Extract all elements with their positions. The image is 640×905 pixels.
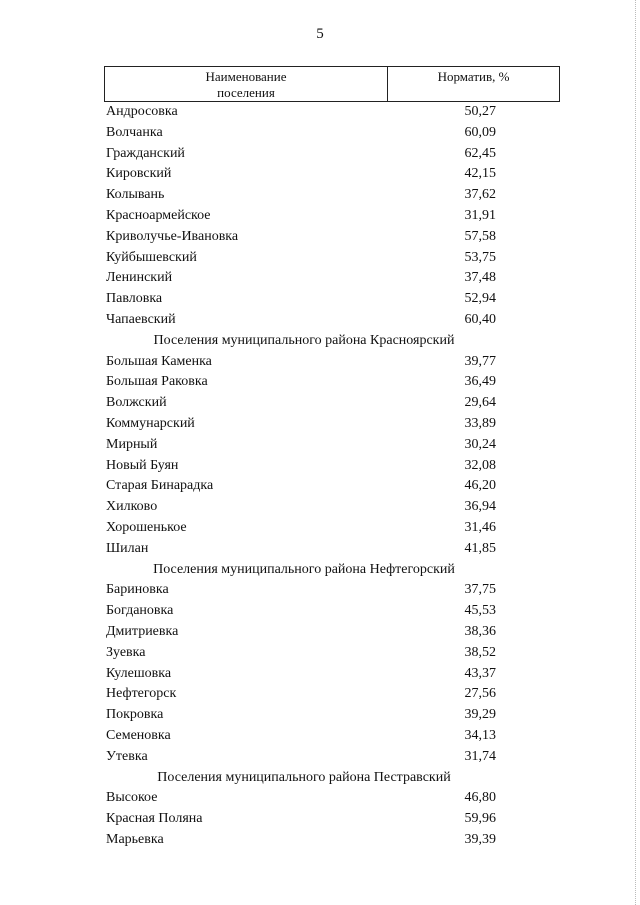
table-row — [104, 643, 560, 664]
settlement-name: Гражданский — [106, 145, 185, 161]
table-row — [104, 726, 560, 747]
settlement-name: Андросовка — [106, 104, 178, 119]
settlement-name: Большая Каменка — [106, 353, 212, 369]
normative-value: 27,56 — [464, 686, 496, 702]
normative-value: 37,75 — [464, 582, 496, 598]
settlement-name: Покровка — [106, 707, 164, 723]
settlement-name: Бариновка — [106, 582, 169, 598]
settlement-name: Красноармейское — [106, 207, 211, 223]
settlement-name: Большая Раковка — [106, 374, 208, 390]
table-row — [104, 601, 560, 622]
settlement-name: Кировский — [106, 166, 172, 182]
table-body — [104, 102, 560, 851]
table-row — [104, 185, 560, 206]
section-title: Поселения муниципального района Красноярский — [153, 332, 455, 348]
normative-value: 45,53 — [464, 603, 496, 619]
table-row — [104, 435, 560, 456]
table-row — [104, 747, 560, 768]
table-row — [104, 497, 560, 518]
normative-value: 50,27 — [464, 104, 496, 119]
header-name-line1: Наименование — [205, 69, 287, 84]
normative-value: 53,75 — [464, 249, 496, 265]
page-number: 5 — [316, 26, 324, 42]
table-row — [104, 372, 560, 393]
table-row — [104, 102, 560, 123]
table-row — [104, 456, 560, 477]
settlement-name: Богдановка — [106, 603, 174, 619]
normative-value: 57,58 — [464, 228, 496, 244]
normative-value: 39,77 — [464, 353, 496, 369]
normative-value: 42,15 — [464, 166, 496, 182]
table-row — [104, 539, 560, 560]
table-row — [104, 144, 560, 165]
table-row — [104, 705, 560, 726]
table-row — [104, 206, 560, 227]
normative-value: 34,13 — [464, 727, 496, 743]
settlement-name: Кулешовка — [106, 665, 172, 681]
normative-value: 31,46 — [464, 519, 496, 535]
settlement-name: Волжский — [106, 395, 167, 411]
table-row — [104, 518, 560, 539]
normative-value: 59,96 — [464, 811, 496, 827]
settlement-name: Нефтегорск — [106, 686, 177, 702]
settlement-name: Марьевка — [106, 831, 164, 847]
header-normative: Норматив, % — [437, 69, 510, 84]
table-row — [104, 268, 560, 289]
settlement-name: Ленинский — [106, 270, 173, 286]
settlement-name: Хилково — [106, 499, 158, 515]
settlement-name: Высокое — [106, 790, 158, 806]
table-row — [104, 289, 560, 310]
section-title: Поселения муниципального района Пестравский — [157, 769, 451, 785]
table-row — [104, 622, 560, 643]
normative-value: 36,49 — [464, 374, 496, 390]
settlement-name: Хорошенькое — [106, 519, 187, 535]
settlement-name: Коммунарский — [106, 415, 195, 431]
normative-value: 43,37 — [464, 665, 496, 681]
table-row — [104, 123, 560, 144]
settlement-name: Волчанка — [106, 124, 163, 140]
normative-value: 29,64 — [464, 395, 496, 411]
table-row — [104, 809, 560, 830]
normative-value: 38,52 — [464, 644, 496, 660]
normative-value: 37,48 — [464, 270, 496, 286]
normative-table — [104, 66, 560, 851]
normative-value: 33,89 — [464, 415, 496, 431]
normative-value: 31,74 — [464, 748, 496, 764]
normative-value: 62,45 — [464, 145, 496, 161]
normative-value: 32,08 — [464, 457, 496, 473]
table-row — [104, 164, 560, 185]
normative-value: 46,20 — [464, 478, 496, 494]
settlement-name: Семеновка — [106, 727, 171, 743]
settlement-name: Шилан — [106, 540, 149, 556]
table-row — [104, 393, 560, 414]
settlement-name: Утевка — [106, 748, 148, 764]
table-header — [104, 66, 560, 102]
normative-value: 31,91 — [464, 207, 496, 223]
settlement-name: Колывань — [106, 187, 165, 203]
table-row — [104, 684, 560, 705]
settlement-name: Зуевка — [106, 644, 146, 660]
normative-value: 39,29 — [464, 707, 496, 723]
table-row — [104, 310, 560, 331]
normative-value: 38,36 — [464, 623, 496, 639]
normative-value: 39,39 — [464, 831, 496, 847]
table-row — [104, 352, 560, 373]
header-settlement-name — [105, 67, 388, 101]
settlement-name: Куйбышевский — [106, 249, 197, 265]
table-row — [104, 580, 560, 601]
normative-value: 41,85 — [464, 540, 496, 556]
header-name-line2: поселения — [217, 85, 275, 100]
table-row — [104, 788, 560, 809]
normative-value: 46,80 — [464, 790, 496, 806]
settlement-name: Павловка — [106, 291, 163, 307]
normative-value: 60,09 — [464, 124, 496, 140]
page-edge-line — [635, 0, 636, 905]
settlement-name: Дмитриевка — [106, 623, 179, 639]
normative-value: 37,62 — [464, 187, 496, 203]
table-row — [104, 664, 560, 685]
table-row — [104, 248, 560, 269]
table-row — [104, 414, 560, 435]
table-row — [104, 476, 560, 497]
normative-value: 60,40 — [464, 311, 496, 327]
normative-value: 30,24 — [464, 436, 496, 452]
settlement-name: Старая Бинарадка — [106, 478, 214, 494]
table-row — [104, 227, 560, 248]
normative-value: 36,94 — [464, 499, 496, 515]
settlement-name: Красная Поляна — [106, 811, 203, 827]
normative-value: 52,94 — [464, 291, 496, 307]
settlement-name: Новый Буян — [106, 457, 179, 473]
table-row — [104, 830, 560, 851]
settlement-name: Чапаевский — [106, 311, 176, 327]
settlement-name: Криволучье-Ивановка — [106, 228, 239, 244]
section-title: Поселения муниципального района Нефтегорский — [153, 561, 455, 577]
settlement-name: Мирный — [106, 436, 158, 452]
